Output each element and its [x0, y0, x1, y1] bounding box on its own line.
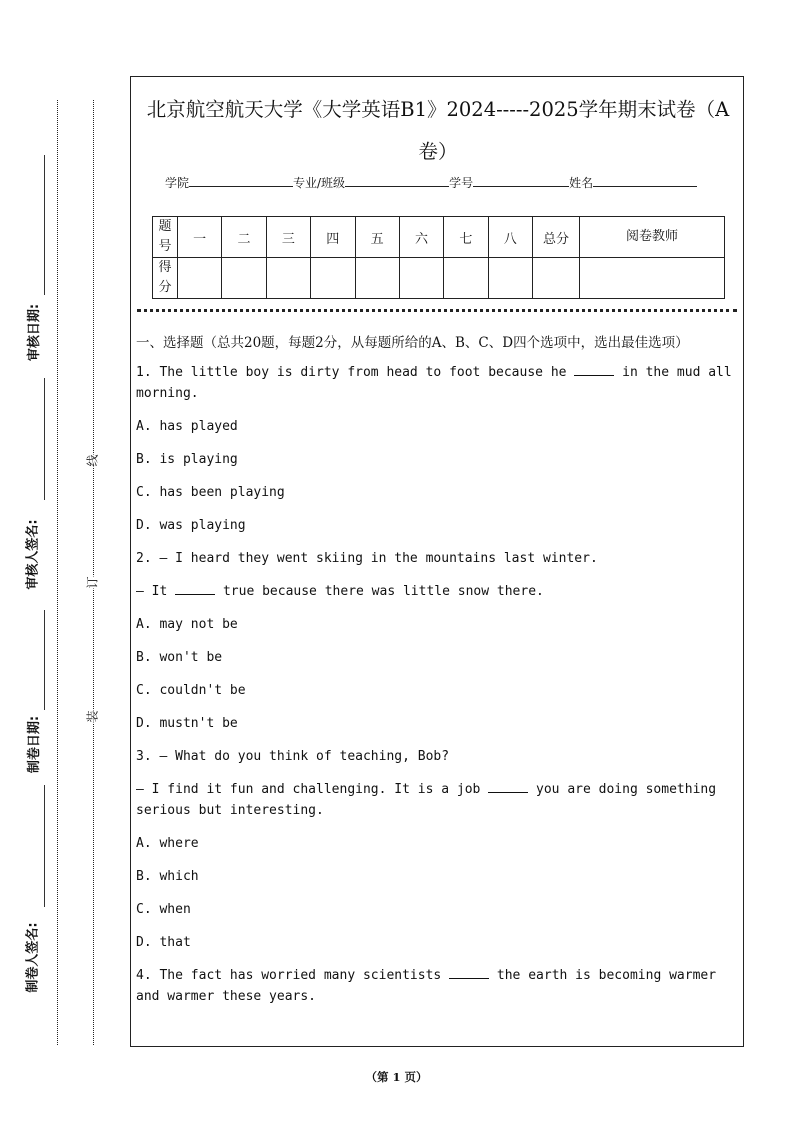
binding-char-staple: 订 [82, 576, 103, 588]
signature-line [44, 610, 45, 710]
option: D. that [136, 935, 191, 950]
score-cell[interactable] [488, 258, 532, 299]
column-header: 七 [444, 217, 488, 258]
name-label: 姓名 [569, 176, 594, 190]
exam-title: 北京航空航天大学《大学英语B1》2024-----2025学年期末试卷（A卷） [146, 98, 730, 163]
column-header-grader: 阅卷教师 [580, 217, 725, 258]
score-cell[interactable] [178, 258, 222, 299]
score-table [152, 216, 725, 299]
option: C. couldn't be [136, 683, 246, 698]
question-4-stem [136, 965, 740, 1007]
student-id-field[interactable] [473, 174, 569, 187]
option: D. mustn't be [136, 716, 238, 731]
question-text-before: — It [136, 584, 168, 599]
dotted-separator [137, 309, 737, 312]
score-cell-grader[interactable] [580, 258, 725, 299]
option: A. has played [136, 419, 238, 434]
question-text-before: — I find it fun and challenging. It is a job [136, 782, 481, 797]
binding-char-line: 线 [82, 454, 103, 466]
binding-dotted-line [57, 100, 58, 1045]
binding-margin [0, 0, 128, 1122]
question-text-before: 1. The little boy is dirty from head to foot because he [136, 365, 567, 380]
question-number-label: 题号 [153, 217, 178, 258]
score-cell-total[interactable] [533, 258, 580, 299]
binding-char-bind: 装 [82, 710, 103, 722]
question-3-stem [136, 779, 740, 821]
major-class-field[interactable] [345, 174, 449, 187]
score-cell[interactable] [266, 258, 310, 299]
score-cell[interactable] [399, 258, 443, 299]
answer-blank [488, 780, 528, 793]
creator-signature-label: 制卷人签名: [25, 922, 41, 993]
review-date-label: 审核日期: [27, 303, 43, 362]
option: A. where [136, 836, 199, 851]
college-label: 学院 [165, 176, 190, 190]
section-title: 一、选择题（总共20题，每题2分，从每题所给的A、B、C、D四个选项中，选出最佳选项） [136, 335, 689, 351]
score-label: 得分 [153, 258, 178, 299]
score-cell[interactable] [355, 258, 399, 299]
answer-blank [574, 363, 614, 376]
question-text-after: you are doing something serious but interesting. [136, 782, 717, 818]
signature-line [44, 785, 45, 907]
option: B. is playing [136, 452, 238, 467]
score-cell[interactable] [444, 258, 488, 299]
question-3-lead: 3. — What do you think of teaching, Bob? [136, 749, 450, 764]
column-header-total: 总分 [533, 217, 580, 258]
question-1-stem [136, 362, 740, 404]
creation-date-label: 制卷日期: [27, 715, 43, 774]
page-number: （第 1 页） [365, 1070, 428, 1084]
option: C. when [136, 902, 191, 917]
score-cell[interactable] [222, 258, 266, 299]
major-class-label: 专业/班级 [293, 176, 346, 190]
question-2-stem [136, 581, 740, 602]
name-field[interactable] [593, 174, 697, 187]
exam-frame [130, 76, 744, 1047]
column-header: 一 [178, 217, 222, 258]
column-header: 八 [488, 217, 532, 258]
question-text-after: in the mud all morning. [136, 365, 732, 401]
signature-line [44, 378, 45, 500]
option: C. has been playing [136, 485, 285, 500]
column-header: 五 [355, 217, 399, 258]
column-header: 六 [399, 217, 443, 258]
answer-blank [449, 966, 489, 979]
signature-line [44, 155, 45, 295]
option: B. which [136, 869, 199, 884]
question-2-lead: 2. — I heard they went skiing in the mountains last winter. [136, 551, 598, 566]
column-header: 四 [311, 217, 355, 258]
score-table-score-row [153, 258, 725, 299]
answer-blank [175, 582, 215, 595]
question-text-before: 4. The fact has worried many scientists [136, 968, 442, 983]
option: A. may not be [136, 617, 238, 632]
reviewer-signature-label: 审核人签名: [25, 519, 41, 590]
option: D. was playing [136, 518, 246, 533]
column-header: 二 [222, 217, 266, 258]
score-table-header-row [153, 217, 725, 258]
column-header: 三 [266, 217, 310, 258]
questions-area [136, 333, 740, 1019]
binding-dotted-line [93, 100, 94, 1045]
student-id-label: 学号 [449, 176, 474, 190]
question-text-after: true because there was little snow there. [222, 584, 544, 599]
score-cell[interactable] [311, 258, 355, 299]
student-info-row [165, 174, 697, 191]
question-text-after: the earth is becoming warmer and warmer these years. [136, 968, 717, 1004]
college-field[interactable] [189, 174, 293, 187]
option: B. won't be [136, 650, 223, 665]
